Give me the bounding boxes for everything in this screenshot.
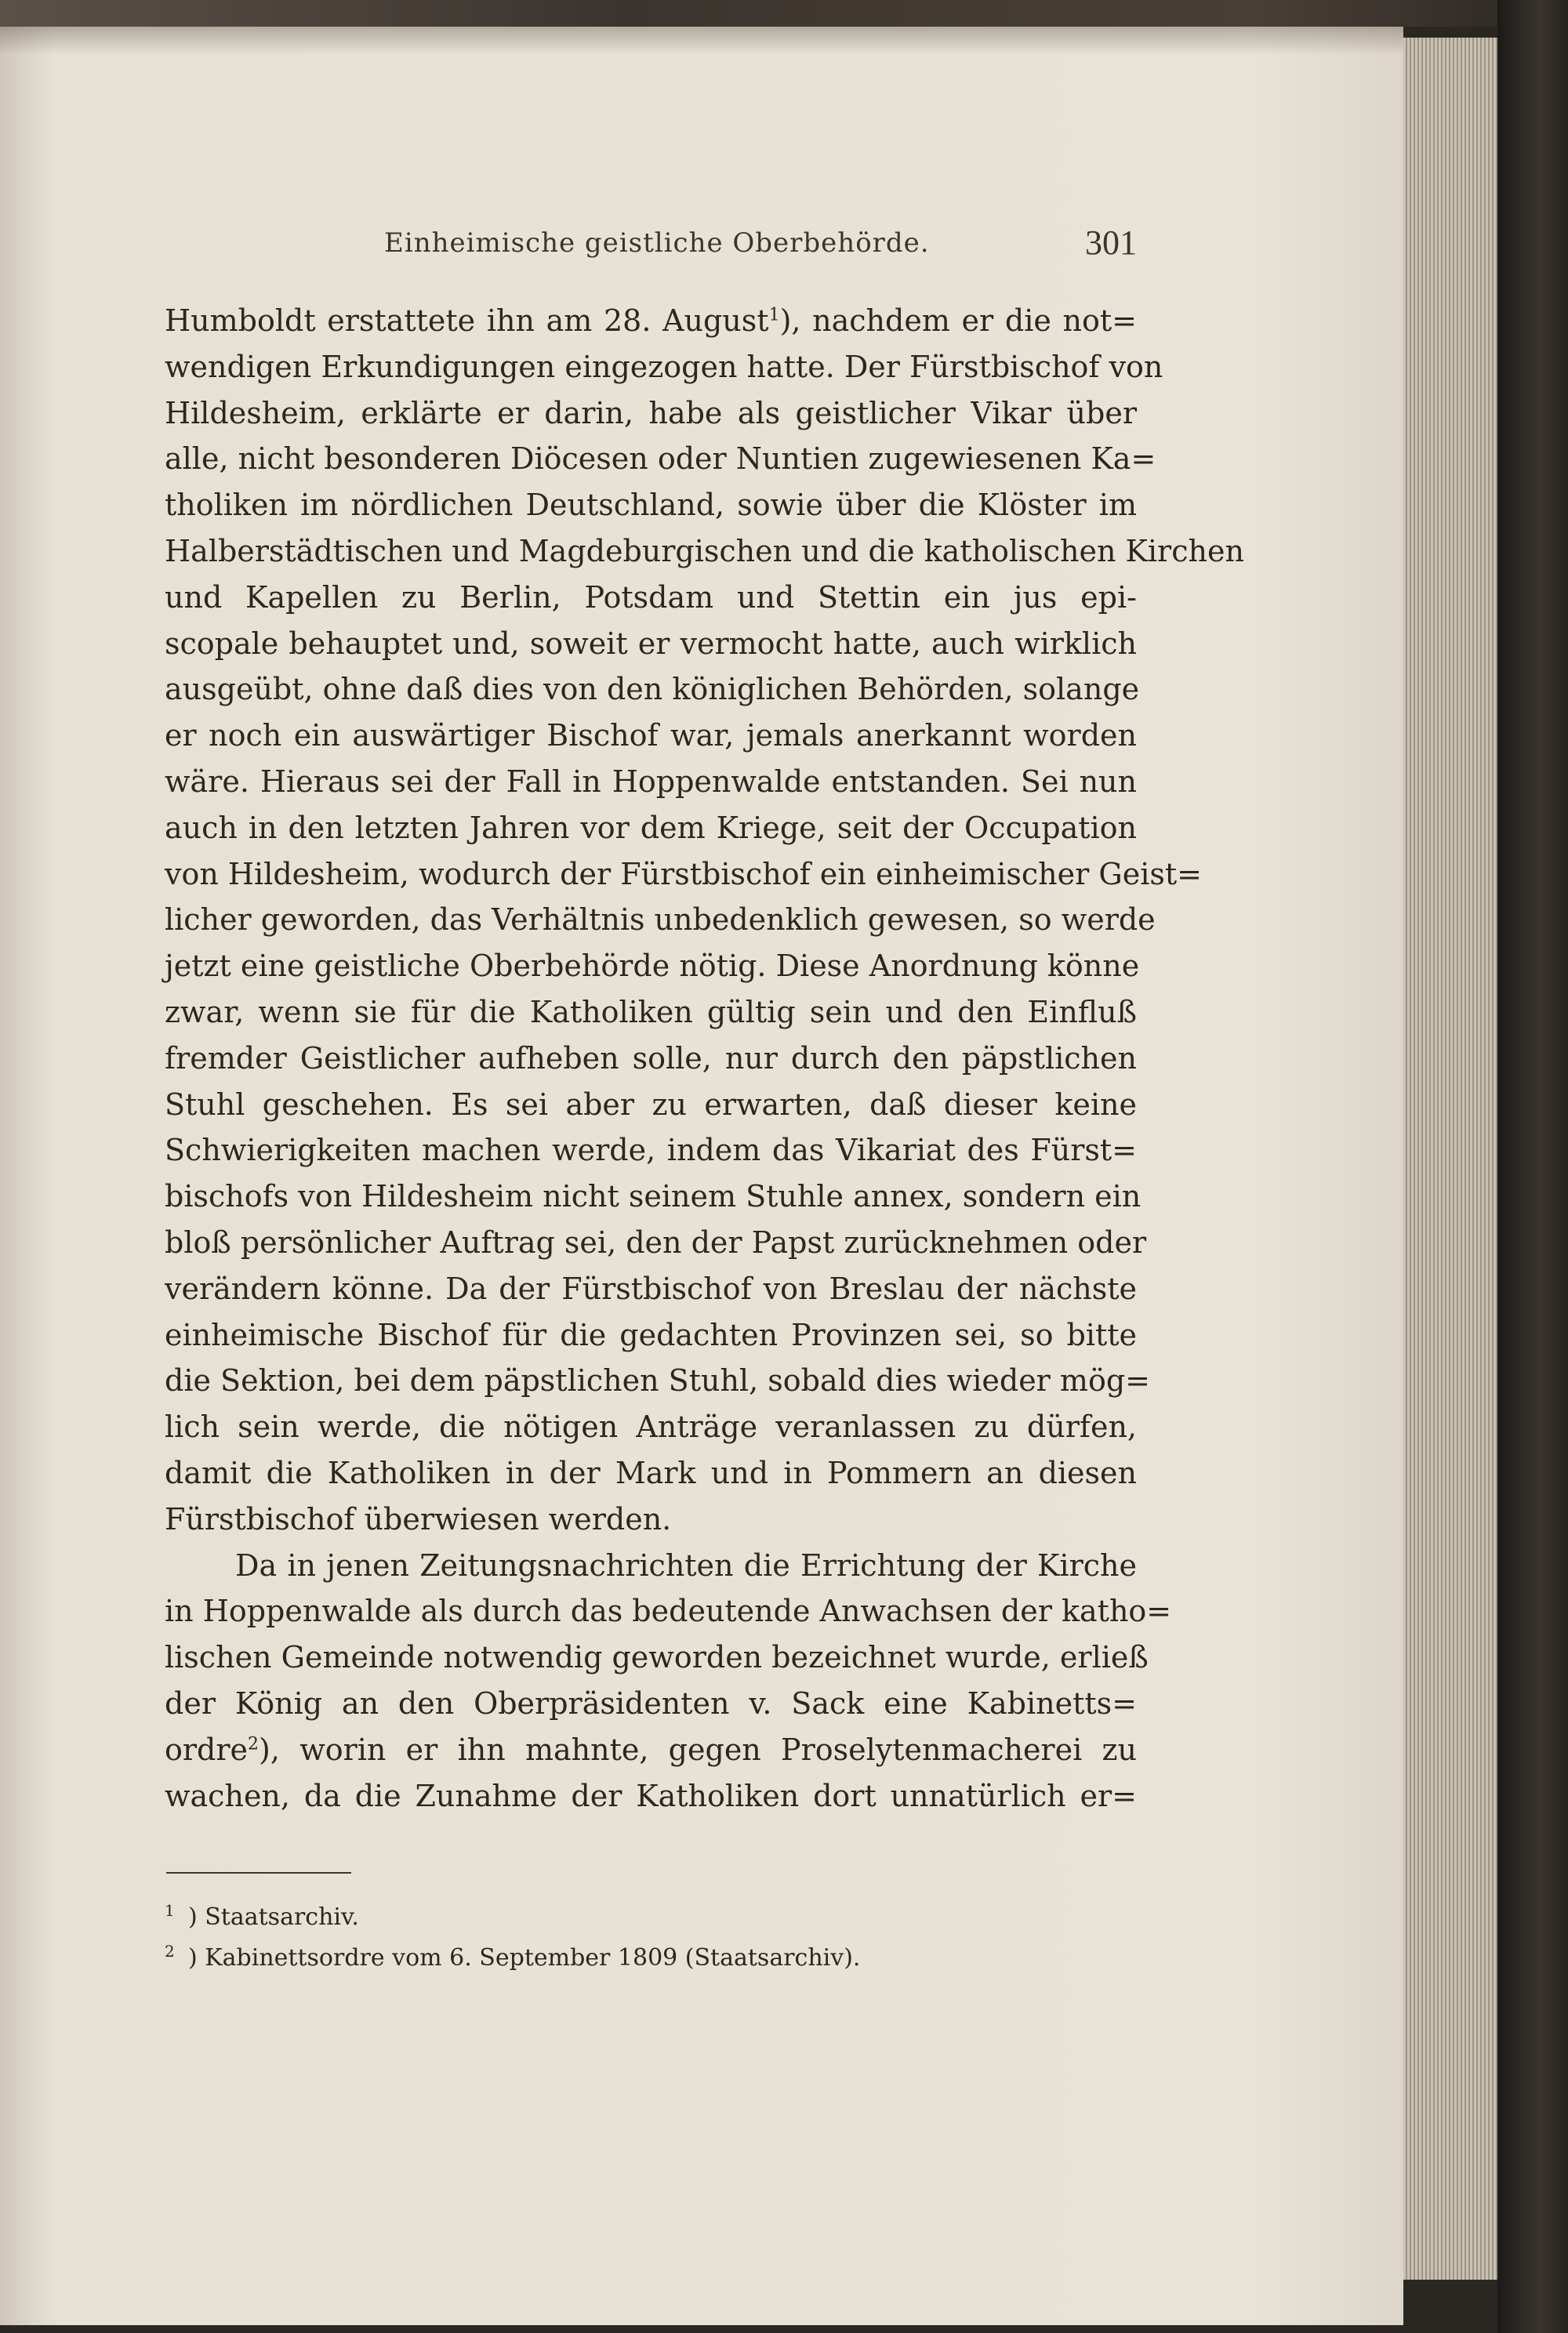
text-line: Halberstädtischen und Magdeburgischen und die katholischen Kirchen	[165, 533, 1244, 568]
text-line: bischofs von Hildesheim nicht seinem Stuhle annex, sondern ein	[165, 1179, 1142, 1214]
footnote-text: ) Kabinettsordre vom 6. September 1809 (Staatsarchiv).	[188, 1944, 861, 1972]
text-line: von Hildesheim, wodurch der Fürstbischof ein einheimischer Geist=	[165, 856, 1202, 891]
footnote: 1 ) Staatsarchiv.	[165, 1901, 359, 1931]
text-span: ordre	[165, 1732, 249, 1767]
text-line: damit die Katholiken in der Mark und in Pommern an diesen	[165, 1455, 1137, 1490]
text-line: ausgeübt, ohne daß dies von den königlichen Behörden, solange	[165, 672, 1140, 707]
text-line	[165, 1727, 1137, 1773]
text-line: Schwierigkeiten machen werde, indem das Vikariat des Fürst=	[165, 1133, 1137, 1168]
text-line: wachen, da die Zunahme der Katholiken dort unnatürlich er=	[165, 1778, 1137, 1813]
footnote-ref: 2	[248, 1734, 260, 1754]
text-span: ), nachdem er die not=	[779, 303, 1137, 338]
text-span: ), worin er ihn mahnte, gegen Proselytenmacherei zu	[259, 1732, 1137, 1767]
text-line: lich sein werde, die nötigen Anträge veranlassen zu dürfen,	[165, 1410, 1137, 1445]
text-line: alle, nicht besonderen Diöcesen oder Nuntien zugewiesenen Ka=	[165, 441, 1156, 477]
text-line: wäre. Hieraus sei der Fall in Hoppenwalde entstanden. Sei nun	[165, 764, 1137, 799]
text-line: scopale behauptet und, soweit er vermocht hatte, auch wirklich	[165, 626, 1137, 661]
running-title: Einheimische geistliche Oberbehörde.	[384, 227, 930, 259]
text-line: Fürstbischof überwiesen werden.	[165, 1501, 672, 1537]
text-line: Da in jenen Zeitungsnachrichten die Errichtung der Kirche	[235, 1547, 1137, 1583]
text-line: Stuhl geschehen. Es sei aber zu erwarten, daß dieser keine	[165, 1087, 1137, 1122]
text-line: bloß persönlicher Auftrag sei, den der Papst zurücknehmen oder	[165, 1225, 1147, 1260]
text-line: der König an den Oberpräsidenten v. Sack eine Kabinetts=	[165, 1685, 1137, 1721]
text-line: einheimische Bischof für die gedachten Provinzen sei, so bitte	[165, 1317, 1137, 1352]
text-line: die Sektion, bei dem päpstlichen Stuhl, sobald dies wieder mög=	[165, 1363, 1151, 1399]
footnote-text: ) Staatsarchiv.	[188, 1903, 359, 1931]
footnote: 2 ) Kabinettsordre vom 6. September 1809 (Staatsarchiv).	[165, 1942, 861, 1972]
text-span: Humboldt erstattete ihn am 28. August	[165, 303, 769, 338]
footnote-rule	[166, 1872, 351, 1874]
page-shadow	[0, 24, 1403, 55]
text-line: verändern könne. Da der Fürstbischof von Breslau der nächste	[165, 1271, 1137, 1306]
text-line: tholiken im nördlichen Deutschland, sowie über die Klöster im	[165, 488, 1137, 523]
text-line: fremder Geistlicher aufheben solle, nur durch den päpstlichen	[165, 1040, 1137, 1076]
body-text	[165, 298, 1244, 1819]
text-line: auch in den letzten Jahren vor dem Kriege, seit der Occupation	[165, 810, 1137, 845]
page-edges	[1403, 38, 1497, 2280]
text-line: jetzt eine geistliche Oberbehörde nötig. Diese Anordnung könne	[165, 949, 1140, 984]
text-line: wendigen Erkundigungen eingezogen hatte. Der Fürstbischof von	[165, 349, 1163, 384]
text-line: zwar, wenn sie für die Katholiken gültig sein und den Einfluß	[165, 994, 1137, 1029]
footnote-ref: 1	[768, 305, 780, 325]
text-line: in Hoppenwalde als durch das bedeutende Anwachsen der katho=	[165, 1594, 1172, 1629]
book-cover-top	[0, 0, 1568, 27]
text-line: er noch ein auswärtiger Bischof war, jemals anerkannt worden	[165, 718, 1137, 753]
text-line	[165, 298, 1137, 344]
page-number: 301	[1085, 223, 1137, 262]
footnotes	[165, 1897, 1137, 1979]
running-head	[165, 223, 1137, 267]
text-line: licher geworden, das Verhältnis unbedenklich gewesen, so werde	[165, 902, 1156, 938]
text-line: lischen Gemeinde notwendig geworden bezeichnet wurde, erließ	[165, 1640, 1149, 1675]
book-cover	[1497, 0, 1568, 2333]
text-line: und Kapellen zu Berlin, Potsdam und Stettin ein jus epi-	[165, 579, 1137, 615]
text-line: Hildesheim, erklärte er darin, habe als geistlicher Vikar über	[165, 395, 1137, 430]
